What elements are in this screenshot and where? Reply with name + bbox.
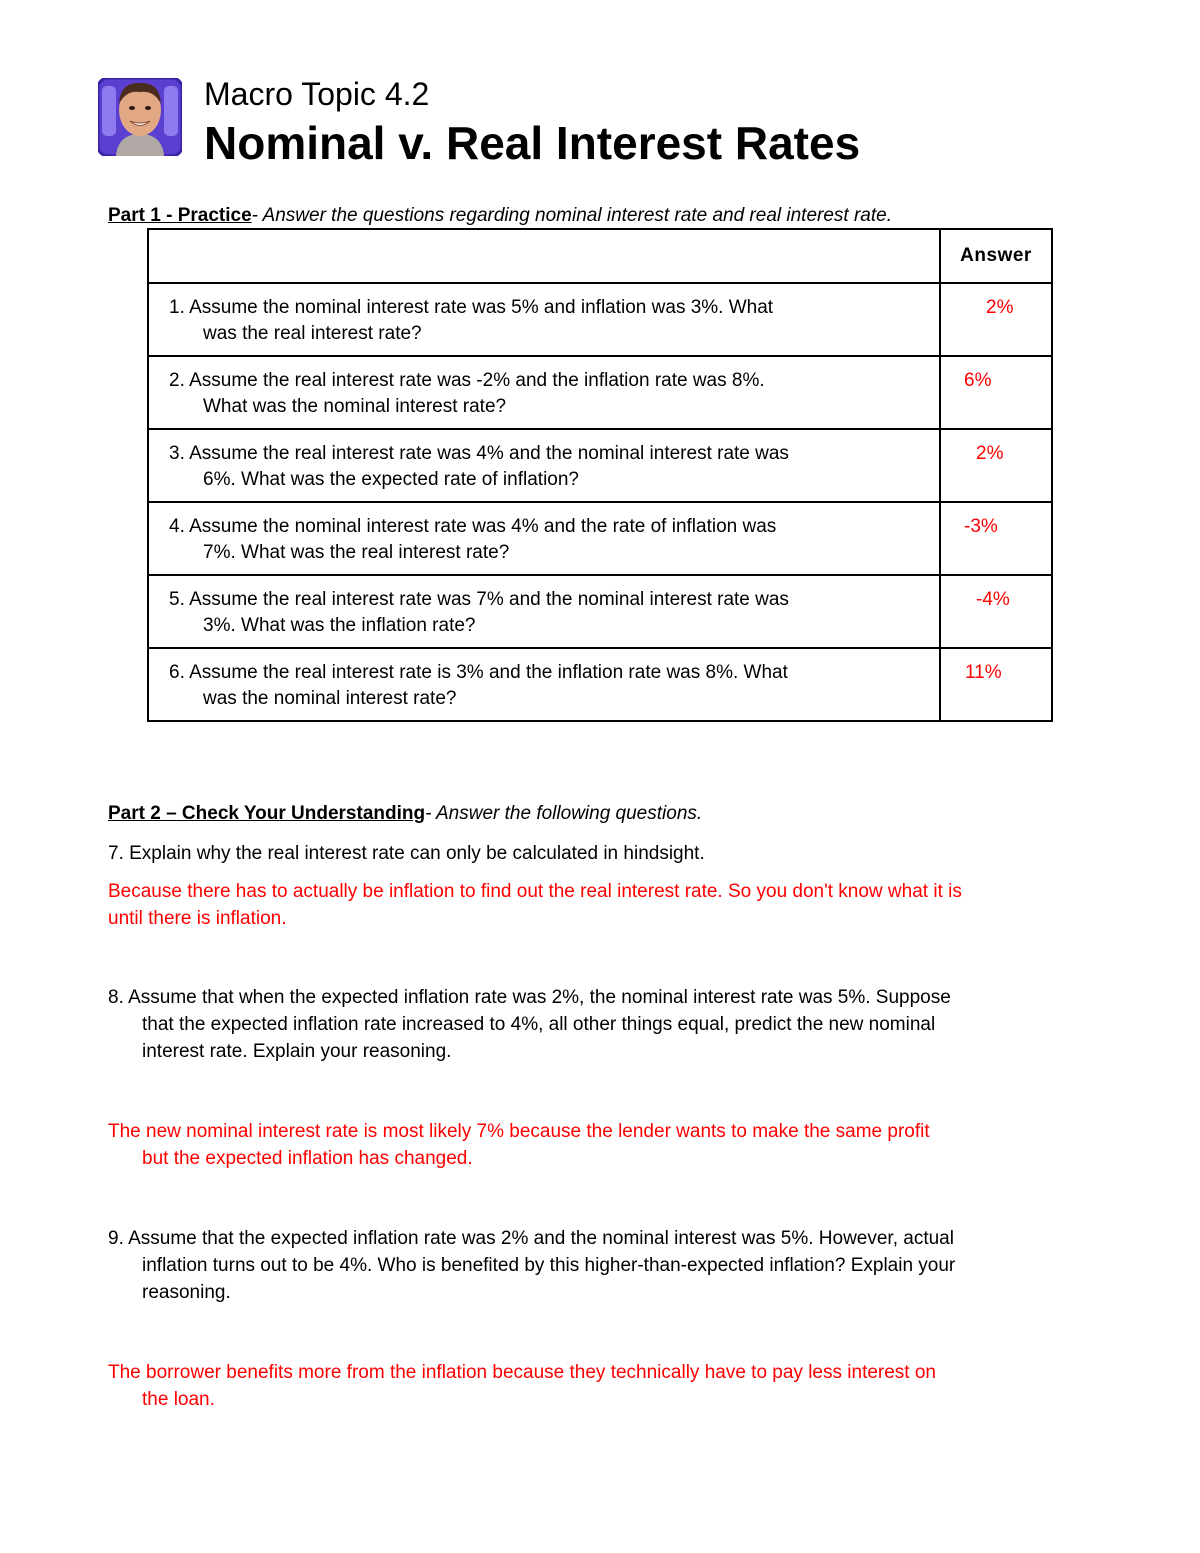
part2-heading [108,803,702,825]
answer-value: 11% [965,662,1002,683]
table-header-row [148,229,1052,283]
question-cell [148,648,940,721]
answer-8 [108,1118,1088,1172]
question-line: What was the nominal interest rate? [203,396,507,417]
question-line: that the expected inflation rate increased to 4%, all other things equal, predict the new nominal [142,1014,936,1035]
answer-line: until there is inflation. [108,908,287,929]
question-line: 2. Assume the real interest rate was -2% and the inflation rate was 8%. [169,370,765,391]
table-row [148,283,1052,356]
answer-line: The borrower benefits more from the inflation because they technically have to pay less interest on [108,1362,936,1383]
part1-heading [108,205,892,227]
question-line: 1. Assume the nominal interest rate was 5% and inflation was 3%. What [169,297,774,318]
answer-cell [940,283,1052,356]
question-line: 8. Assume that when the expected inflation rate was 2%, the nominal interest rate was 5%. Suppose [108,987,951,1008]
practice-table [147,228,1053,722]
answer-line: The new nominal interest rate is most likely 7% because the lender wants to make the same profit [108,1121,930,1142]
question-7: 7. Explain why the real interest rate can only be calculated in hindsight. [108,843,705,864]
question-line: 6. Assume the real interest rate is 3% and the inflation rate was 8%. What [169,662,788,683]
question-line: 4. Assume the nominal interest rate was 4% and the rate of inflation was [169,516,777,537]
question-line: was the nominal interest rate? [203,688,457,709]
answer-header: Answer [940,229,1052,283]
question-cell [148,283,940,356]
question-line: 3%. What was the inflation rate? [203,615,476,636]
answer-line: but the expected inflation has changed. [142,1148,473,1169]
question-cell [148,429,940,502]
question-line: was the real interest rate? [203,323,422,344]
question-line: 9. Assume that the expected inflation rate was 2% and the nominal interest was 5%. However, actual [108,1228,954,1249]
question-line: interest rate. Explain your reasoning. [142,1041,452,1062]
question-9 [108,1225,1088,1306]
question-line: 7%. What was the real interest rate? [203,542,510,563]
topic-label: Macro Topic 4.2 [204,76,430,112]
part2-label: Part 2 – Check Your Understanding [108,803,426,824]
answer-value: -3% [964,516,998,537]
answer-9 [108,1359,1088,1413]
table-row [148,575,1052,648]
table-row [148,648,1052,721]
answer-cell [940,356,1052,429]
question-8 [108,984,1088,1065]
page-title: Nominal v. Real Interest Rates [204,117,861,169]
question-line: 3. Assume the real interest rate was 4% and the nominal interest rate was [169,443,789,464]
answer-value: -4% [976,589,1010,610]
answer-cell [940,648,1052,721]
question-cell [148,502,940,575]
table-row [148,429,1052,502]
presenter-photo-icon [98,78,182,156]
question-line: 5. Assume the real interest rate was 7% and the nominal interest rate was [169,589,789,610]
answer-7 [108,878,1088,932]
question-line: inflation turns out to be 4%. Who is benefited by this higher-than-expected inflation? Explain your [142,1255,956,1276]
table-row [148,356,1052,429]
question-cell [148,356,940,429]
question-cell [148,575,940,648]
answer-cell [940,502,1052,575]
answer-cell [940,429,1052,502]
question-header-cell [148,229,940,283]
answer-value: 6% [964,370,992,391]
answer-cell [940,575,1052,648]
question-line: 6%. What was the expected rate of inflation? [203,469,579,490]
answer-value: 2% [976,443,1004,464]
answer-line: Because there has to actually be inflation to find out the real interest rate. So you don't know what it is [108,881,962,902]
table-row [148,502,1052,575]
page-header [98,78,998,178]
part1-label: Part 1 - Practice [108,205,252,226]
part2-instructions: - Answer the following questions. [425,803,703,824]
question-line: reasoning. [142,1282,231,1303]
answer-value: 2% [986,297,1014,318]
answer-line: the loan. [142,1389,215,1410]
part1-instructions: - Answer the questions regarding nominal interest rate and real interest rate. [251,205,892,226]
